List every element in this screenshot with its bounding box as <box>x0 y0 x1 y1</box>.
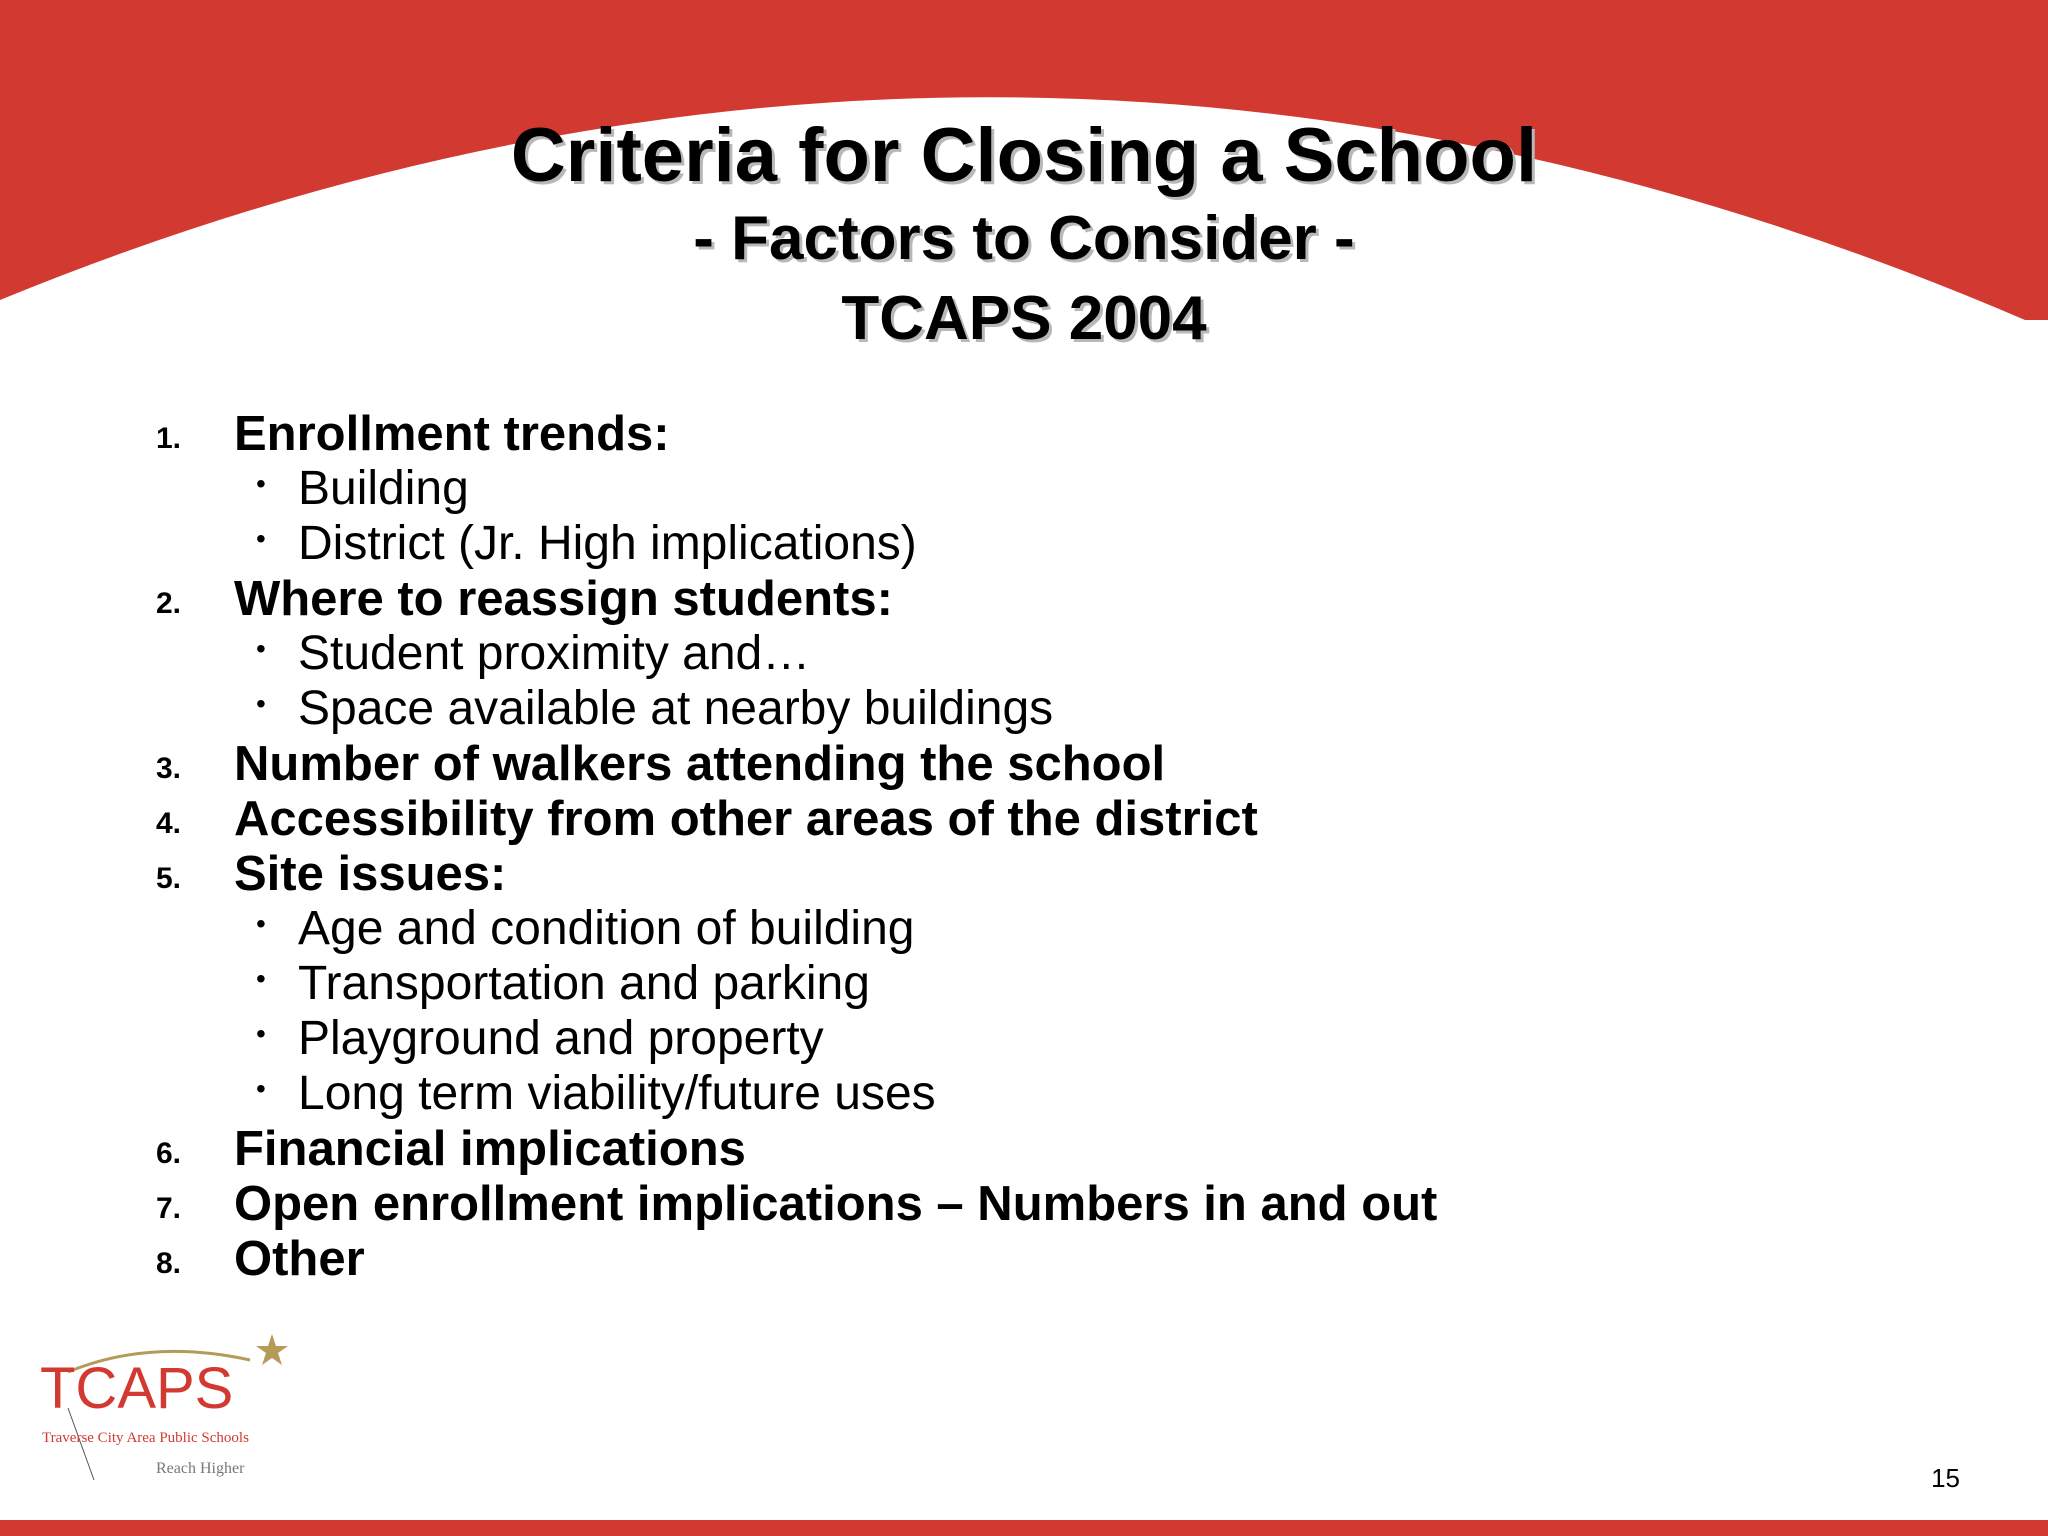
criteria-item-row <box>156 571 1437 626</box>
bullet-icon: • <box>256 962 266 994</box>
slide-subtitle-year: TCAPS 2004 <box>841 284 1207 353</box>
criteria-label: Accessibility from other areas of the district <box>234 791 1258 846</box>
bullet-icon: • <box>256 907 266 939</box>
svg-text:Reach Higher: Reach Higher <box>156 1460 245 1477</box>
sub-item-label: Playground and property <box>298 1012 824 1065</box>
criteria-label: Other <box>234 1231 365 1286</box>
criteria-item-row <box>156 406 1437 461</box>
criteria-label: Site issues: <box>234 846 507 901</box>
sub-item <box>156 901 1437 956</box>
criteria-item-row <box>156 736 1437 791</box>
sub-item-label: Age and condition of building <box>298 902 915 955</box>
criteria-list <box>156 406 1437 1286</box>
criteria-number: 1. <box>156 421 182 455</box>
criteria-item <box>156 406 1437 571</box>
sub-item-label: Long term viability/future uses <box>298 1067 936 1120</box>
criteria-number: 6. <box>156 1136 182 1170</box>
slide-title: Criteria for Closing a School <box>510 113 1538 198</box>
criteria-item <box>156 1121 1437 1176</box>
criteria-number: 3. <box>156 751 182 785</box>
bullet-icon: • <box>256 467 266 499</box>
criteria-number: 8. <box>156 1246 182 1280</box>
sub-item-label: Building <box>298 462 469 515</box>
criteria-label: Enrollment trends: <box>234 406 670 461</box>
criteria-sub-list <box>156 626 1437 736</box>
sub-item <box>156 956 1437 1011</box>
criteria-sub-list <box>156 461 1437 571</box>
criteria-number: 5. <box>156 861 182 895</box>
criteria-sub-list <box>156 901 1437 1121</box>
criteria-item <box>156 1176 1437 1231</box>
criteria-item <box>156 846 1437 1121</box>
sub-item-label: Space available at nearby buildings <box>298 682 1054 735</box>
sub-item <box>156 681 1437 736</box>
criteria-item-row <box>156 1176 1437 1231</box>
svg-text:TCAPS: TCAPS <box>40 1356 234 1421</box>
sub-item <box>156 461 1437 516</box>
criteria-label: Where to reassign students: <box>234 571 893 626</box>
sub-item <box>156 1011 1437 1066</box>
sub-item <box>156 1066 1437 1121</box>
tcaps-logo <box>40 1330 290 1490</box>
sub-item <box>156 626 1437 681</box>
criteria-item-row <box>156 1121 1437 1176</box>
bullet-icon: • <box>256 1017 266 1049</box>
criteria-item-row <box>156 1231 1437 1286</box>
star-icon <box>256 1334 288 1365</box>
criteria-number: 2. <box>156 586 182 620</box>
sub-item-label: Transportation and parking <box>298 957 870 1010</box>
bullet-icon: • <box>256 632 266 664</box>
slide-subtitle: - Factors to Consider - <box>693 204 1355 273</box>
bullet-icon: • <box>256 522 266 554</box>
criteria-label: Number of walkers attending the school <box>234 736 1166 791</box>
svg-text:Traverse City Area Public Scho: Traverse City Area Public Schools <box>42 1430 249 1446</box>
bullet-icon: • <box>256 1072 266 1104</box>
criteria-label: Open enrollment implications – Numbers in and out <box>234 1176 1438 1231</box>
footer-bar <box>0 1520 2048 1536</box>
criteria-item <box>156 571 1437 736</box>
page-number: 15 <box>1931 1463 1960 1493</box>
criteria-item <box>156 736 1437 791</box>
tcaps-logo-graphic <box>40 1330 290 1490</box>
criteria-item <box>156 1231 1437 1286</box>
sub-item-label: Student proximity and… <box>298 627 811 680</box>
bullet-icon: • <box>256 687 266 719</box>
criteria-number: 4. <box>156 806 182 840</box>
slide-title-block <box>0 113 2048 353</box>
criteria-item-row <box>156 791 1437 846</box>
criteria-item <box>156 791 1437 846</box>
sub-item <box>156 516 1437 571</box>
sub-item-label: District (Jr. High implications) <box>298 517 917 570</box>
criteria-number: 7. <box>156 1191 182 1225</box>
criteria-item-row <box>156 846 1437 901</box>
criteria-label: Financial implications <box>234 1121 746 1176</box>
